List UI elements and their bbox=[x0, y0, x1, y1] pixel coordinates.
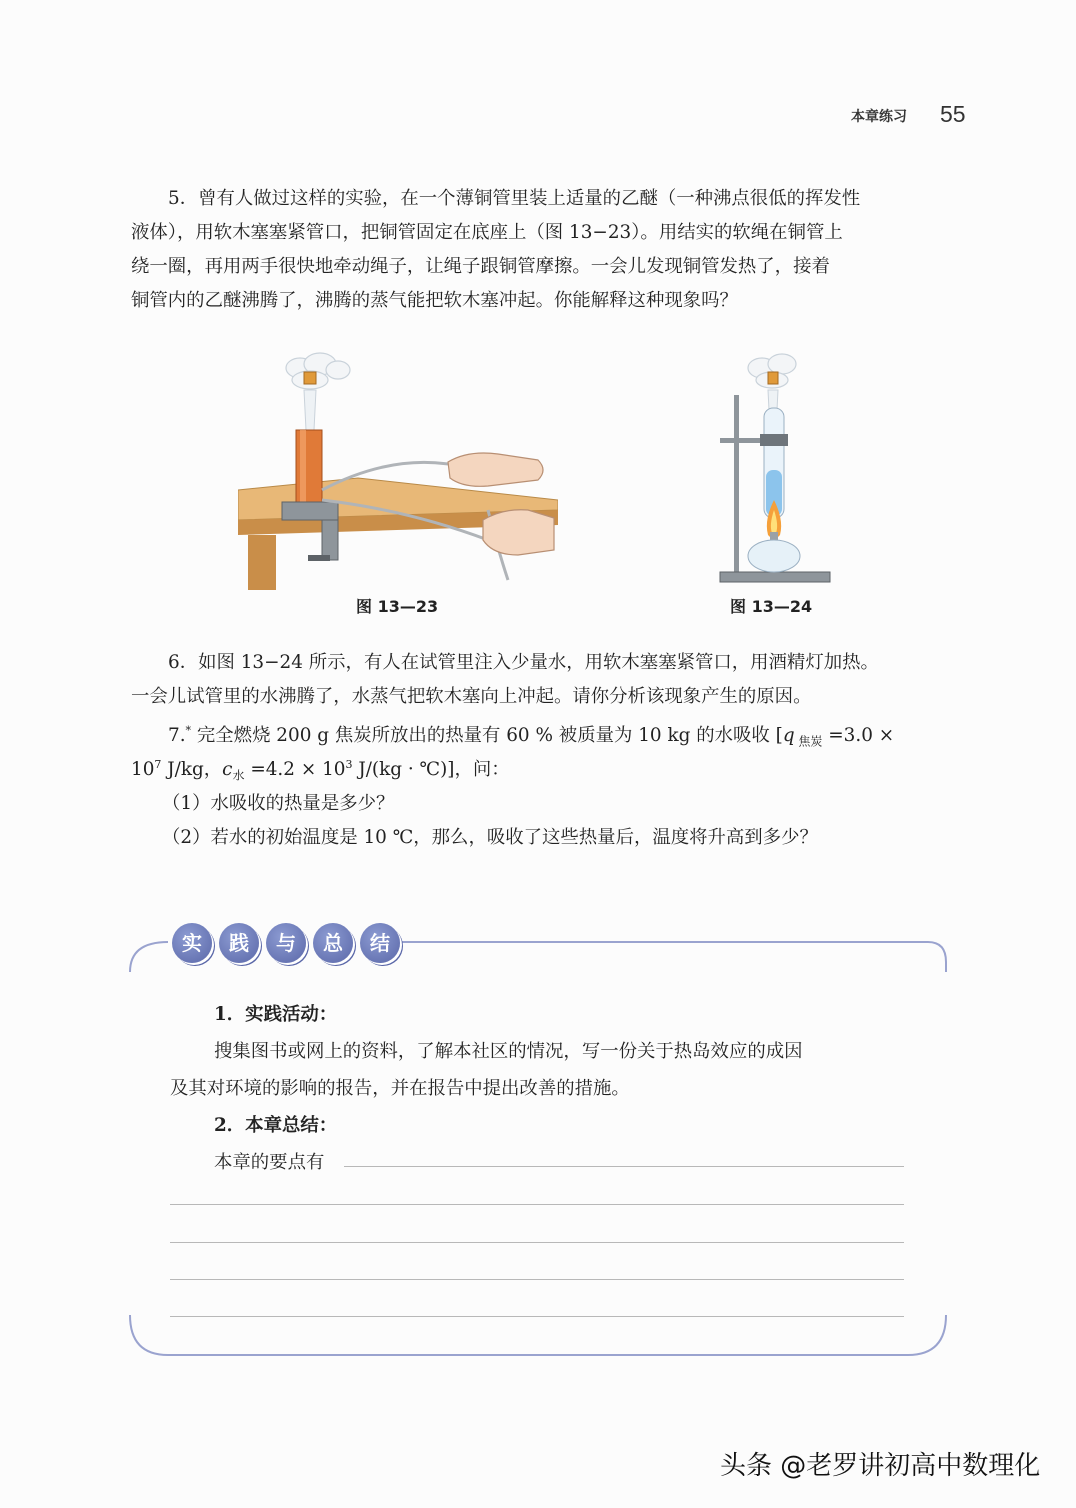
figure-13-23-caption: 图 13—23 bbox=[356, 597, 439, 616]
page-number: 55 bbox=[940, 101, 966, 127]
q5-line-1: 5．曾有人做过这样的实验，在一个薄铜管里装上适量的乙醚（一种沸点很低的挥发性 bbox=[168, 188, 861, 209]
writing-line-3 bbox=[170, 1242, 904, 1243]
writing-line-4 bbox=[170, 1279, 904, 1280]
chapter-header-label: 本章练习 bbox=[851, 109, 907, 125]
q7-text-f: J/(kg · ℃)]，问： bbox=[352, 759, 510, 780]
q7-text-d: J/kg， bbox=[161, 759, 223, 780]
c-subscript: 水 bbox=[232, 768, 245, 783]
q5-line-3: 绕一圈，再用两手很快地牵动绳子，让绳子跟铜管摩擦。一会儿发现铜管发热了，接着 bbox=[131, 256, 830, 277]
title-char-4: 总 bbox=[313, 923, 353, 963]
title-char-3: 与 bbox=[266, 923, 306, 963]
q6-line-1: 6．如图 13−24 所示，有人在试管里注入少量水，用软木塞塞紧管口，用酒精灯加热。 bbox=[168, 652, 879, 673]
q5-line-4: 铜管内的乙醚沸腾了，沸腾的蒸气能把软木塞冲起。你能解释这种现象吗？ bbox=[131, 290, 738, 311]
c-symbol: c bbox=[222, 759, 233, 780]
practice-item-1-text-2: 及其对环境的影响的报告，并在报告中提出改善的措施。 bbox=[170, 1078, 630, 1099]
q6-line-2: 一会儿试管里的水沸腾了，水蒸气把软木塞向上冲起。请你分析该现象产生的原因。 bbox=[131, 686, 812, 707]
q-subscript: 焦炭 bbox=[794, 734, 823, 749]
writing-line-1 bbox=[344, 1166, 904, 1167]
q7-text-c: 10 bbox=[131, 759, 155, 780]
title-char-1: 实 bbox=[172, 923, 212, 963]
writing-line-2 bbox=[170, 1204, 904, 1205]
q-symbol: q bbox=[782, 725, 795, 746]
q5-line-2: 液体），用软木塞塞紧管口，把铜管固定在底座上（图 13−23）。用结实的软绳在铜管上 bbox=[131, 222, 843, 243]
watermark-text: 头条 @老罗讲初高中数理化 bbox=[720, 1451, 1041, 1481]
title-char-2: 践 bbox=[219, 923, 259, 963]
q7-number: 7. bbox=[168, 725, 186, 746]
q7-sub-1: （1）水吸收的热量是多少？ bbox=[162, 793, 395, 814]
practice-item-1-label: 1．实践活动： bbox=[214, 1004, 338, 1025]
writing-line-5 bbox=[170, 1316, 904, 1317]
q7-exponent-2: 3 bbox=[345, 757, 353, 771]
q7-star: * bbox=[185, 723, 192, 737]
practice-item-2-label: 2．本章总结： bbox=[214, 1115, 338, 1136]
summary-writing-lines bbox=[170, 0, 904, 1508]
title-char-5: 结 bbox=[360, 923, 400, 963]
practice-item-2-prompt: 本章的要点有 bbox=[214, 1152, 325, 1173]
practice-item-1-text-1: 搜集图书或网上的资料，了解本社区的情况，写一份关于热岛效应的成因 bbox=[214, 1041, 803, 1062]
q7-exponent-1: 7 bbox=[154, 757, 162, 771]
q7-sub-2: （2）若水的初始温度是 10 ℃，那么，吸收了这些热量后，温度将升高到多少？ bbox=[162, 827, 818, 848]
q7-text-b: =3.0 × bbox=[822, 725, 895, 746]
q7-text-e: =4.2 × 10 bbox=[244, 759, 346, 780]
figure-13-24-caption: 图 13—24 bbox=[730, 597, 813, 616]
q7-text-a: 完全燃烧 200 g 焦炭所放出的热量有 60 % 被质量为 10 kg 的水吸收 [ bbox=[191, 725, 783, 746]
